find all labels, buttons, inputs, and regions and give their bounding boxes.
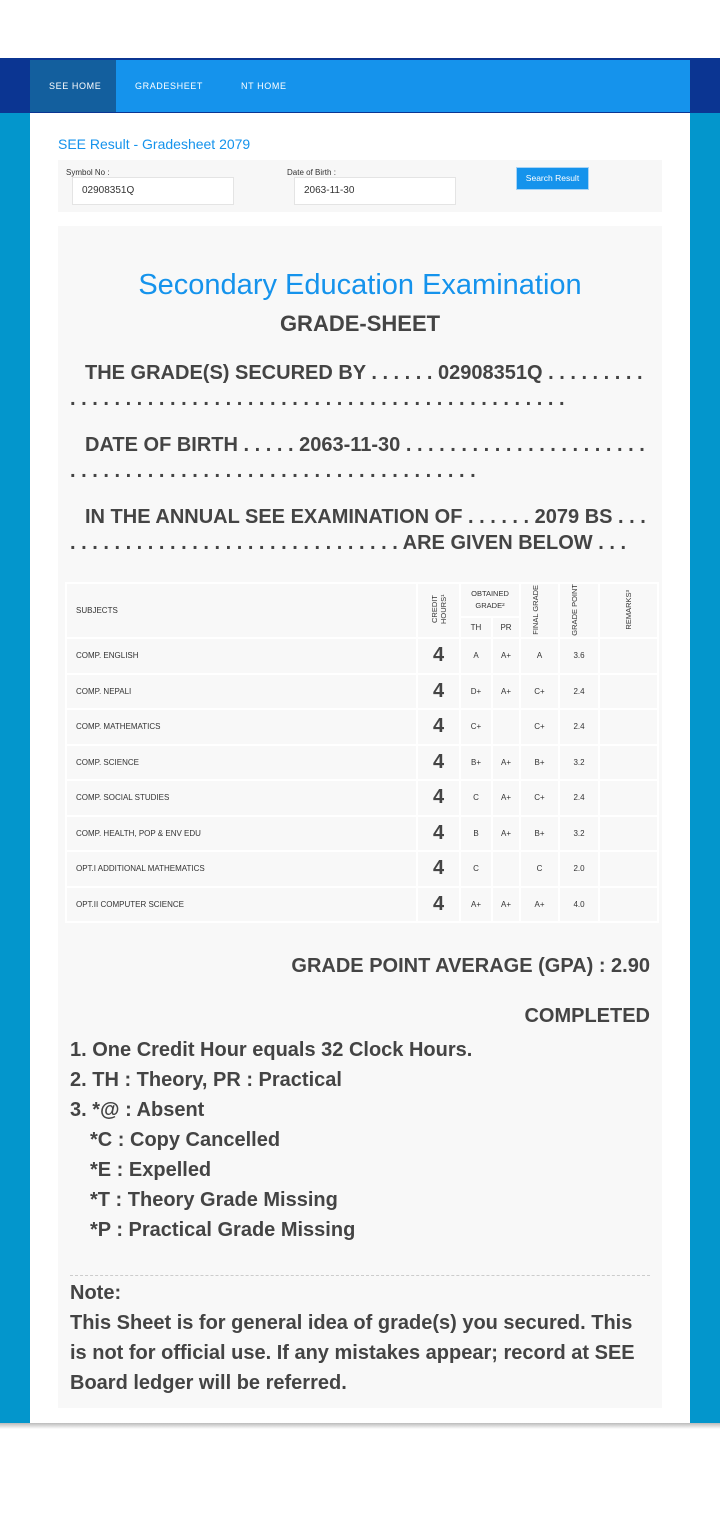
credit-cell: 4	[417, 638, 460, 674]
grade-point-cell: 2.0	[559, 851, 599, 887]
th-grade-cell: C	[460, 780, 492, 816]
note-text: This Sheet is for general idea of grade(s) you secured. This is not for official use. If any mistakes appear; record at SEE Board ledger will be referred.	[70, 1312, 635, 1394]
final-grade-cell: C	[520, 851, 559, 887]
search-result-button[interactable]: Search Result	[516, 167, 589, 190]
credit-cell: 4	[417, 887, 460, 923]
header-band	[0, 58, 720, 113]
remarks-cell	[599, 709, 658, 745]
credit-cell: 4	[417, 709, 460, 745]
pr-grade-cell: A+	[492, 780, 520, 816]
pr-grade-cell	[492, 851, 520, 887]
header-obtained: OBTAINED GRADE²	[460, 583, 520, 617]
note-item: *T : Theory Grade Missing	[90, 1189, 338, 1211]
header-gp: GRADE POINT	[559, 583, 599, 638]
table-row	[66, 780, 658, 816]
credit-cell: 4	[417, 745, 460, 781]
pr-grade-cell	[492, 709, 520, 745]
final-grade-cell: C+	[520, 674, 559, 710]
content-container	[30, 113, 690, 1423]
pr-grade-cell: A+	[492, 816, 520, 852]
final-grade-cell: B+	[520, 816, 559, 852]
grade-point-cell: 3.6	[559, 638, 599, 674]
final-grade-cell: B+	[520, 745, 559, 781]
final-grade-cell: A	[520, 638, 559, 674]
th-grade-cell: C	[460, 851, 492, 887]
pr-grade-cell: A+	[492, 887, 520, 923]
note-item: 3. *@ : Absent	[70, 1099, 205, 1121]
secured-by-line: THE GRADE(S) SECURED BY . . . . . . 02908351Q . . . . . . . . . . . . . . . . . . . . . . . . . . . . . . . . . . . . . . . . . . . . . . . . . . . . . .	[70, 362, 643, 410]
note-item: *C : Copy Cancelled	[90, 1129, 281, 1151]
remarks-cell	[599, 887, 658, 923]
th-grade-cell: B	[460, 816, 492, 852]
subject-cell: OPT.II COMPUTER SCIENCE	[66, 887, 417, 923]
final-grade-cell: C+	[520, 780, 559, 816]
grade-point-cell: 3.2	[559, 745, 599, 781]
credit-cell: 4	[417, 851, 460, 887]
sheet-subheading: GRADE-SHEET	[279, 311, 441, 336]
remarks-cell	[599, 851, 658, 887]
th-grade-cell: D+	[460, 674, 492, 710]
remarks-cell	[599, 816, 658, 852]
final-grade-cell: C+	[520, 709, 559, 745]
search-form	[58, 160, 662, 212]
gpa: GRADE POINT AVERAGE (GPA) : 2.90	[291, 955, 650, 977]
dob-input[interactable]: 2063-11-30	[294, 177, 456, 205]
notes-list	[70, 1035, 650, 1245]
remarks-cell	[599, 780, 658, 816]
dob-label: Date of Birth :	[287, 168, 336, 177]
nav-see-home[interactable]: SEE HOME	[30, 60, 116, 112]
note-item: *E : Expelled	[90, 1159, 212, 1181]
pr-grade-cell: A+	[492, 638, 520, 674]
note-item: 2. TH : Theory, PR : Practical	[70, 1069, 342, 1091]
grade-sheet	[58, 226, 662, 1408]
footer-shadow	[0, 1423, 720, 1429]
subject-cell: OPT.I ADDITIONAL MATHEMATICS	[66, 851, 417, 887]
th-grade-cell: A	[460, 638, 492, 674]
subject-cell: COMP. HEALTH, POP & ENV EDU	[66, 816, 417, 852]
remarks-cell	[599, 745, 658, 781]
grade-point-cell: 2.4	[559, 674, 599, 710]
symbol-input[interactable]: 02908351Q	[72, 177, 234, 205]
pr-grade-cell: A+	[492, 674, 520, 710]
grades-table	[65, 582, 659, 923]
header-subjects: SUBJECTS	[66, 583, 417, 638]
remarks-cell	[599, 638, 658, 674]
page-title: SEE Result - Gradesheet 2079	[58, 136, 251, 152]
note-item: 1. One Credit Hour equals 32 Clock Hours.	[70, 1039, 473, 1061]
sheet-heading: Secondary Education Examination	[138, 269, 582, 301]
table-row	[66, 638, 658, 674]
header-remarks: REMARKS³	[599, 583, 658, 638]
subject-cell: COMP. MATHEMATICS	[66, 709, 417, 745]
final-grade-cell: A+	[520, 887, 559, 923]
subject-cell: COMP. SOCIAL STUDIES	[66, 780, 417, 816]
grade-point-cell: 3.2	[559, 816, 599, 852]
symbol-label: Symbol No :	[66, 168, 110, 177]
credit-cell: 4	[417, 674, 460, 710]
header-credit: CREDIT HOURS¹	[417, 583, 460, 638]
table-row	[66, 816, 658, 852]
grade-point-cell: 4.0	[559, 887, 599, 923]
note-title: Note:	[70, 1282, 122, 1304]
page-background	[0, 113, 720, 1423]
table-row	[66, 709, 658, 745]
subject-cell: COMP. ENGLISH	[66, 638, 417, 674]
grade-point-cell: 2.4	[559, 780, 599, 816]
pr-grade-cell: A+	[492, 745, 520, 781]
subject-cell: COMP. NEPALI	[66, 674, 417, 710]
table-row	[66, 887, 658, 923]
grade-point-cell: 2.4	[559, 709, 599, 745]
th-grade-cell: A+	[460, 887, 492, 923]
remarks-cell	[599, 674, 658, 710]
subject-cell: COMP. SCIENCE	[66, 745, 417, 781]
table-row	[66, 674, 658, 710]
exam-line: IN THE ANNUAL SEE EXAMINATION OF . . . . . . 2079 BS . . . . . . . . . . . . . . . . . . . . . . . . . . . . . . . . . ARE GIVEN BELOW . . .	[70, 506, 646, 554]
dob-line: DATE OF BIRTH . . . . . 2063-11-30 . . . . . . . . . . . . . . . . . . . . . . . . . . . . . . . . . . . . . . . . . . . . . . . . . . . . . . . . . . .	[70, 434, 645, 482]
th-grade-cell: C+	[460, 709, 492, 745]
table-row	[66, 851, 658, 887]
top-spacer	[0, 0, 720, 58]
nav-gradesheet[interactable]: GRADESHEET	[135, 81, 204, 91]
credit-cell: 4	[417, 816, 460, 852]
header-final: FINAL GRADE	[520, 583, 559, 638]
th-grade-cell: B+	[460, 745, 492, 781]
header-pr: PR	[492, 617, 520, 638]
note-item: *P : Practical Grade Missing	[90, 1219, 356, 1241]
result-status: COMPLETED	[524, 1005, 650, 1027]
divider	[70, 1275, 650, 1276]
nav-nt-home[interactable]: NT HOME	[241, 81, 287, 91]
top-nav	[30, 60, 690, 112]
table-row	[66, 745, 658, 781]
credit-cell: 4	[417, 780, 460, 816]
header-th: TH	[460, 617, 492, 638]
disclaimer	[70, 1278, 650, 1398]
